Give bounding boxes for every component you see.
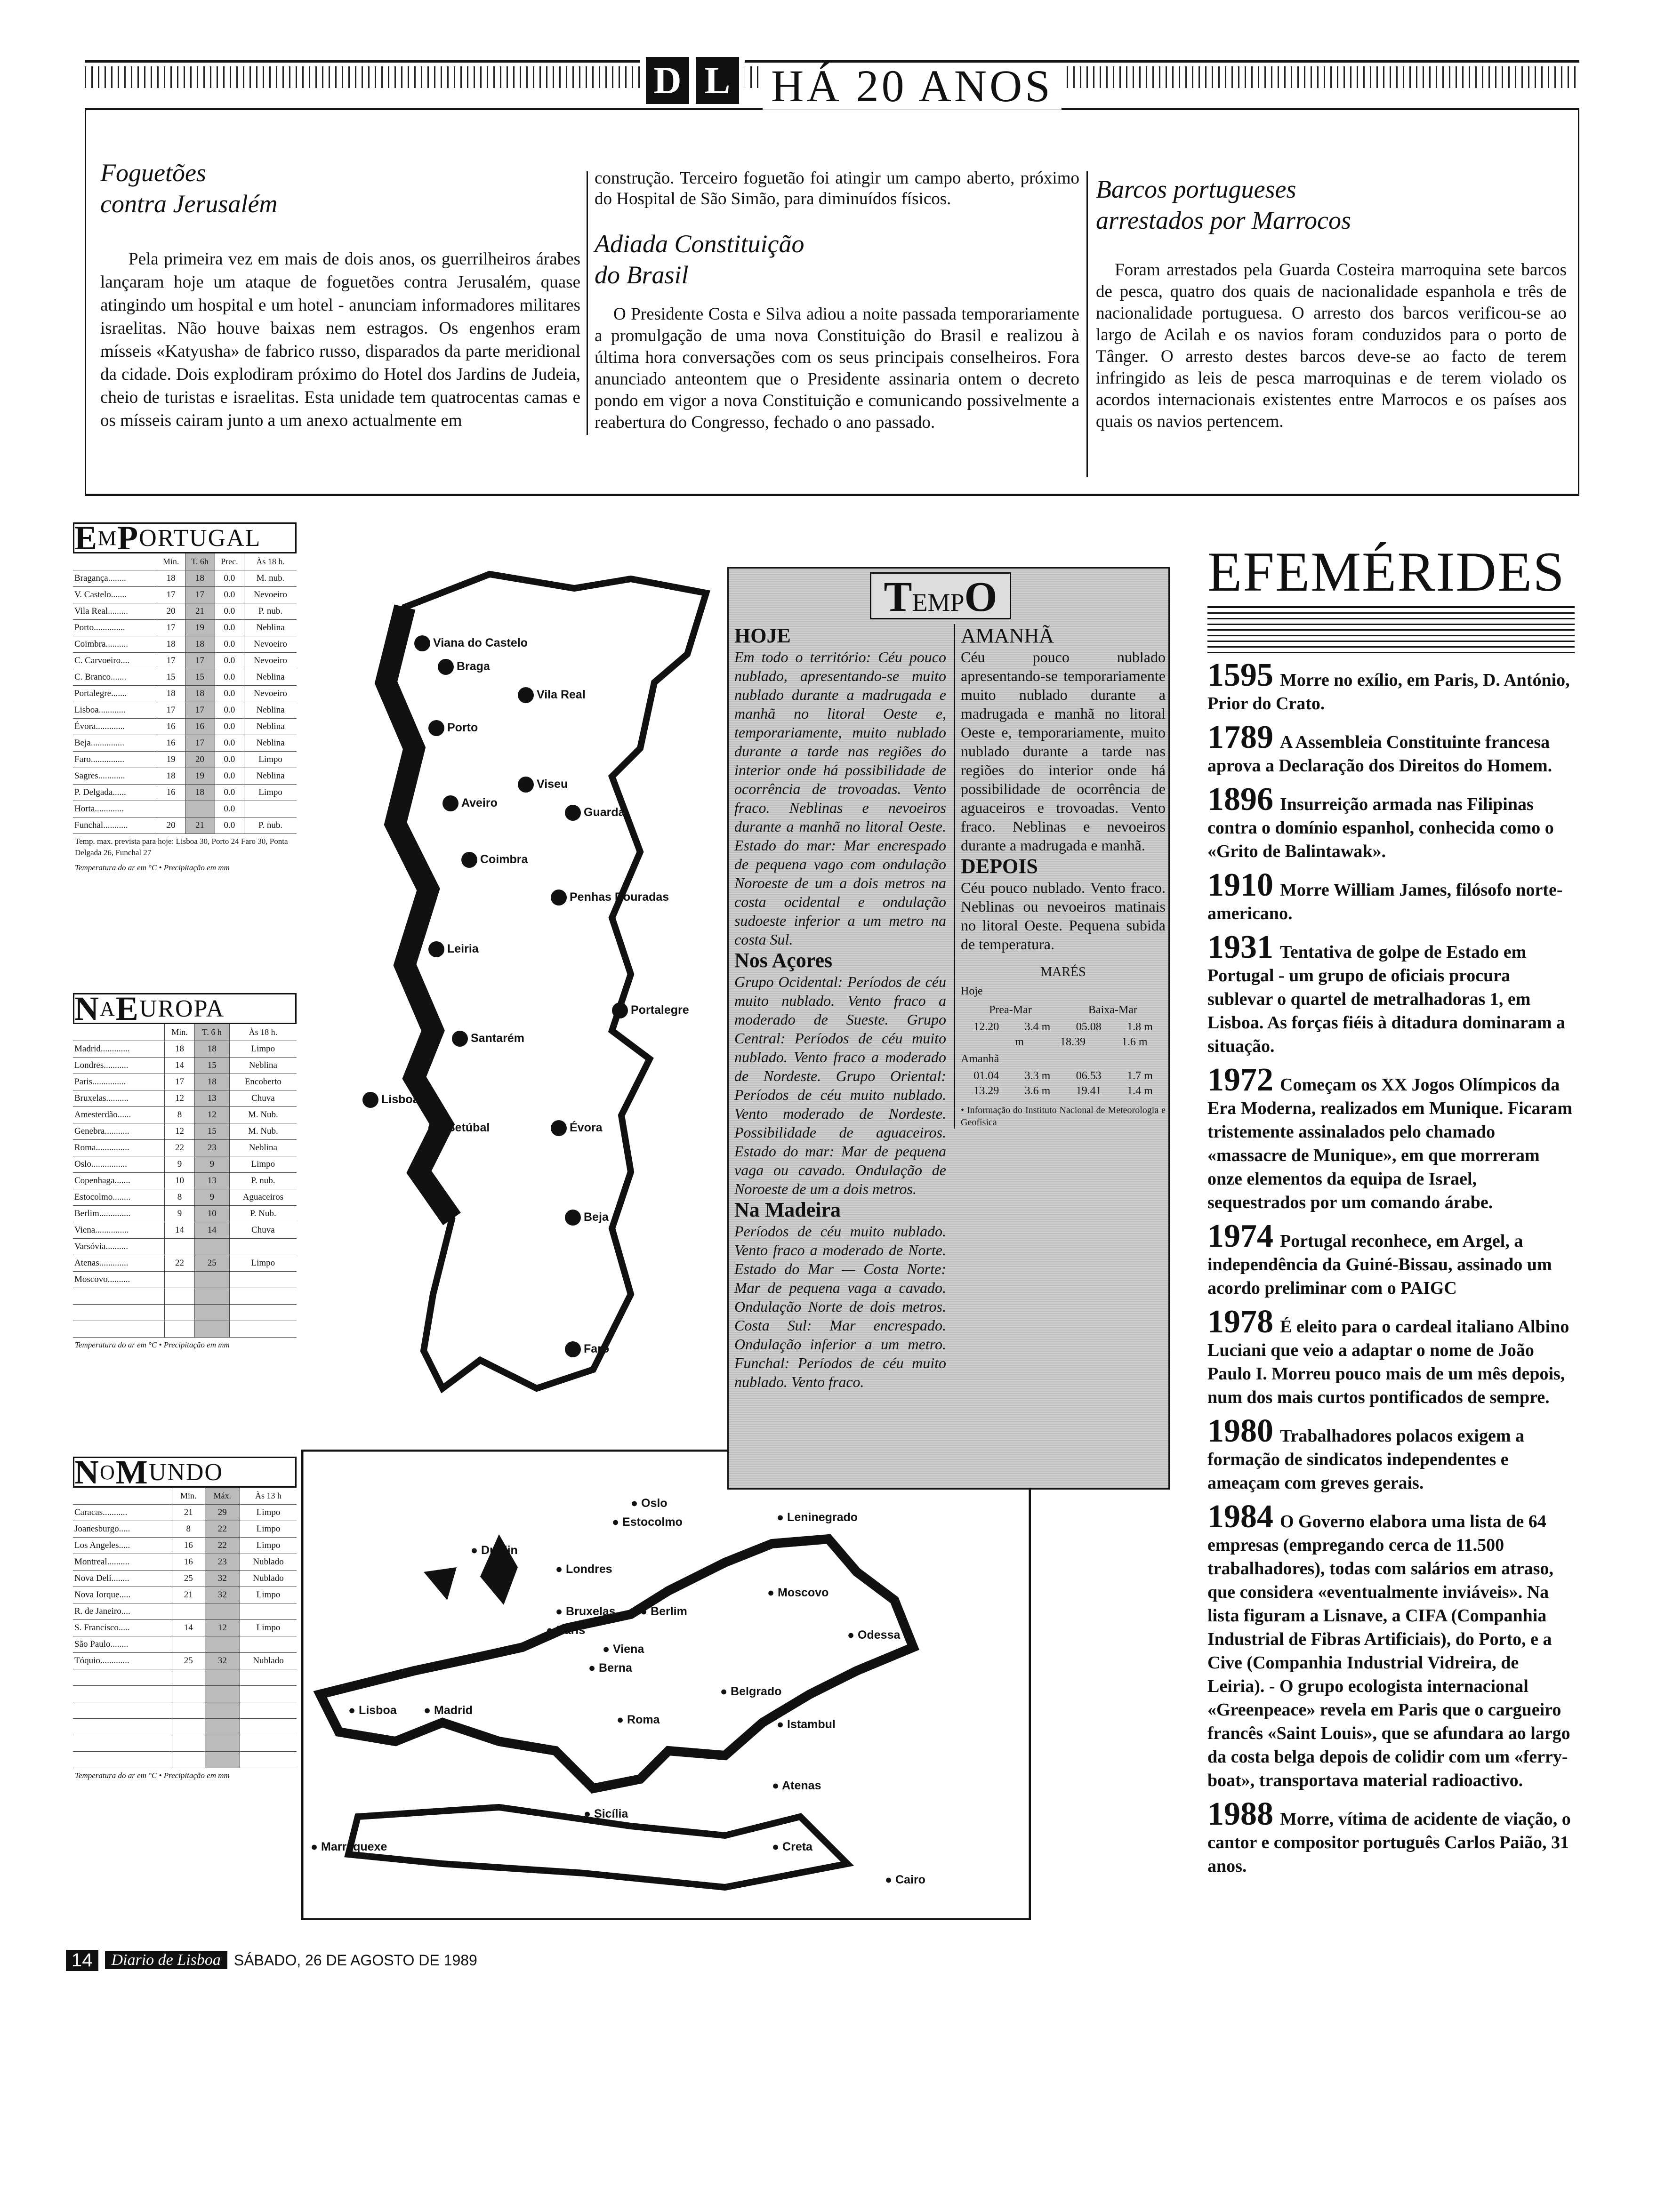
city-label: ● Roma [617, 1713, 660, 1726]
entry-text: Insurreição armada nas Filipinas contra o domínio espanhol, conhecida como o «Grito de Balintawak». [1207, 794, 1554, 861]
table-row [73, 1288, 297, 1304]
table-row: Viena............... 14 14 Chuva [73, 1222, 297, 1238]
efemeride-entry [1207, 1415, 1575, 1495]
article-title: Foguetões contra Jerusalém [100, 159, 278, 218]
table-header-row: Min. Máx. Às 13 h [73, 1488, 297, 1504]
city-label: ● Creta [772, 1840, 812, 1853]
tides-today [961, 1019, 1166, 1050]
city-label: ● Atenas [772, 1779, 821, 1792]
tide-row: 01.04 3.3 m 06.53 1.7 m [973, 1070, 1153, 1082]
table-row: Roma............... 22 23 Neblina [73, 1139, 297, 1156]
city-marker [428, 1120, 444, 1136]
issue-date: SÁBADO, 26 DE AGOSTO DE 1989 [233, 1951, 477, 1969]
entry-year: 1980 [1207, 1413, 1273, 1449]
table-footnote: Temperatura do ar em °C • Precipitação em mm [75, 1771, 230, 1780]
table-row: Paris............... 17 18 Encoberto [73, 1074, 297, 1090]
table-row: Tóquio............. 25 32 Nublado [73, 1652, 297, 1669]
table-row: Oslo................ 9 9 Limpo [73, 1156, 297, 1172]
weather-table [73, 1024, 297, 1338]
table-footnote: Temperatura do ar em °C • Precipitação em mm [75, 1340, 230, 1349]
table-row: C. Carvoeiro.... 17 17 0.0 Nevoeiro [73, 652, 297, 669]
page-number: 14 [66, 1950, 98, 1971]
entry-text: Morre William James, filósofo norte-americano. [1207, 880, 1563, 923]
city-marker [428, 720, 444, 736]
city-label: ● Bruxelas [555, 1605, 616, 1618]
logo-letter-l: L [696, 57, 739, 104]
city-label: Guarda [584, 806, 625, 819]
table-row: Moscovo.......... [73, 1271, 297, 1288]
tide-row: 13.29 3.6 m 19.41 1.4 m [973, 1085, 1153, 1097]
weather-mundo [73, 1453, 297, 1783]
column-divider [1086, 171, 1088, 477]
table-row: Montreal.......... 16 23 Nublado [73, 1554, 297, 1570]
entry-text: Tentativa de golpe de Estado em Portugal - um grupo de oficiais procura sublevar o quartel de metralhadoras 1, em Lisboa. As forças fiéis à ditadura dominaram a situação. [1207, 942, 1566, 1056]
efemerides-column [1207, 541, 1575, 1963]
city-marker [438, 659, 454, 675]
table-title: N O M UNDO [73, 1457, 297, 1488]
city-marker [565, 805, 581, 821]
table-row: Funchal........... 20 21 0.0 P. nub. [73, 817, 297, 834]
city-label: Lisboa [381, 1093, 419, 1106]
table-row [73, 1304, 297, 1321]
table-row: Joanesburgo..... 8 22 Limpo [73, 1521, 297, 1537]
article-body: Pela primeira vez em mais de dois anos, os guerrilheiros árabes lançaram hoje um ataque de foguetões contra Jerusalém, quase atingindo um hospital e um hotel - anunciam informadores militares israelitas. Não houve baixas nem estragos. Os engenhos eram mísseis «Katyusha» de fabrico russo, disparados da parte meridional da cidade. Dois explodiram próximo do Hotel dos Jardins de Judeia, cheio de turistas e israelitas. Esta unidade tem quatrocentas camas e os mísseis cairam junto a um anexo actualmente em [100, 249, 580, 430]
tide-row: 12.20 3.4 m 05.08 1.8 m [973, 1021, 1153, 1033]
city-label: ● Berlim [640, 1605, 687, 1618]
table-row: Atenas............. 22 25 Limpo [73, 1255, 297, 1271]
city-label: ● Cairo [885, 1873, 925, 1886]
city-label: ● Estocolmo [612, 1515, 683, 1529]
city-label: Portalegre [631, 1003, 689, 1017]
paper-name: Diario de Lisboa [105, 1951, 227, 1969]
city-marker [565, 1210, 581, 1226]
city-label: Aveiro [461, 796, 498, 809]
city-marker [551, 890, 567, 906]
table-title: E M P ORTUGAL [73, 522, 297, 553]
table-row [73, 1669, 297, 1685]
table-row: Nova Iorque..... 21 32 Limpo [73, 1587, 297, 1603]
city-label: Beja [584, 1210, 609, 1224]
table-title: N A E UROPA [73, 993, 297, 1024]
entry-text: Começam os XX Jogos Olímpicos da Era Moderna, realizados em Munique. Ficaram tristemente assinalados pelo chamado «massacre de Munique», em que morreram onze elementos da equipa de Israel, sequestrados por um comando árabe. [1207, 1075, 1573, 1212]
city-label: Faro [584, 1342, 610, 1355]
city-marker [518, 687, 534, 703]
table-row: V. Castelo....... 17 17 0.0 Nevoeiro [73, 586, 297, 603]
table-row: Portalegre....... 18 18 0.0 Nevoeiro [73, 685, 297, 702]
table-row [73, 1718, 297, 1735]
city-marker [551, 1120, 567, 1136]
city-label: Viana do Castelo [433, 636, 528, 649]
table-row [73, 1735, 297, 1751]
table-row: Genebra........... 12 15 M. Nub. [73, 1123, 297, 1139]
table-row: Coimbra.......... 18 18 0.0 Nevoeiro [73, 636, 297, 652]
table-row: Horta............. 0.0 [73, 801, 297, 817]
column-divider [587, 171, 588, 435]
efemeride-entry [1207, 1798, 1575, 1878]
weather-table [73, 553, 297, 834]
weather-europa [73, 989, 297, 1353]
city-marker [362, 1092, 378, 1108]
entry-text: Morre no exílio, em Paris, D. António, Prior do Crato. [1207, 670, 1570, 713]
article-constituicao [595, 110, 1079, 433]
city-label: Leiria [447, 942, 479, 955]
article-barcos [1096, 110, 1567, 433]
efemerides-list [1207, 659, 1575, 1878]
entry-year: 1988 [1207, 1796, 1273, 1832]
city-label: ● Londres [555, 1563, 612, 1576]
city-label: ● Dublin [471, 1544, 518, 1557]
table-row: Berlim.............. 9 10 P. Nub. [73, 1205, 297, 1222]
city-label: ● Sicília [584, 1807, 628, 1820]
efemeride-entry [1207, 1306, 1575, 1409]
entry-text: É eleito para o cardeal italiano Albino Luciani que veio a adaptar o nome de João Paulo I. Morreu pouco mais de um mês depois, num dos mais curtos pontificados de sempre. [1207, 1317, 1569, 1407]
efemeride-entry [1207, 1500, 1575, 1792]
city-marker [612, 1002, 628, 1018]
entry-text: Portugal reconhece, em Argel, a independência da Guiné-Bissau, assinado um acordo preliminar com o PAIGC [1207, 1231, 1552, 1298]
article-title: Adiada Constituição do Brasil [595, 230, 804, 289]
city-label: Viseu [537, 777, 568, 791]
table-row [73, 1685, 297, 1702]
table-row: S. Francisco..... 14 12 Limpo [73, 1619, 297, 1636]
article-foguetoes [100, 110, 580, 432]
section-header [85, 60, 1579, 110]
article-body: Foram arrestados pela Guarda Costeira marroquina sete barcos de pesca, quatro dos quais de nacionalidade espanhola e três de nacionalidade portuguesa. O arresto dos barcos verificou-se ao largo de Acilah e os navios foram conduzidos para o porto de Tânger. O arresto destes barcos deve-se ao facto de terem infringido as leis de pesca marroquinas e de terem violado os acordos internacionais existentes entre Marrocos e os países aos quais os navios pertencem. [1096, 260, 1567, 431]
city-marker [518, 777, 534, 793]
table-row: Londres........... 14 15 Neblina [73, 1057, 297, 1074]
table-row: Porto.............. 17 19 0.0 Neblina [73, 619, 297, 636]
efemeride-entry [1207, 869, 1575, 925]
city-label: Braga [457, 660, 490, 673]
europe-map [301, 1450, 1031, 1920]
table-footnote: Temperatura do ar em °C • Precipitação em mm [75, 863, 230, 872]
table-row: Copenhaga....... 10 13 P. nub. [73, 1172, 297, 1189]
city-label: Coimbra [480, 853, 528, 866]
city-marker [414, 635, 430, 651]
city-label: ● Viena [603, 1643, 644, 1656]
efemerides-title: EFEMÉRIDES [1207, 540, 1566, 603]
city-label: ● Istambul [777, 1718, 836, 1731]
tempo-column-left: HOJE Em todo o território: Céu pouco nublado, apresentando-se muito nublado durante a madrugada e manhã no litoral Oeste e, temporariamente, muito nublado durante a tarde nas regiões do interior onde há possibilidade de ocorrência de trovoadas. Vento fraco. Neblinas e nevoeiros durante a manhã no litoral Oeste. Estado do mar: Mar encrespado de pequena vago com ondulação Noroeste de um a dois metros na costa ocidental e ondulação sudoeste inferior a um metro na costa Sul. Nos Açores Grupo Ocidental: Períodos de céu muito nublado. Vento fraco a moderado de Sueste. Grupo Central: Períodos de céu muito nublado. Vento fraco a moderado de Nordeste. Grupo Oriental: Períodos de céu muito nublado. Vento moderado de Nordeste. Possibilidade de aguaceiros. Estado do mar: Mar de pequena vaga ou cavado. Ondulação de Noroeste de um a dois metros. Na Madeira Períodos de céu muito nublado. Vento fraco a moderado de Norte. Estado do Mar — Costa Norte: Mar de pequena vaga a cavado. Ondulação Norte de dois metros. Costa Sul: Mar encrespado. Ondulação inferior a um metro. Funchal: Períodos de céu muito nublado. Vento fraco. [734, 624, 946, 1390]
article-body: O Presidente Costa e Silva adiou a noite passada temporariamente a promulgação de uma nova Constituição do Brasil e realizou à última hora conversações com os seus principais conselheiros. Fora anunciado anteontem que o Presidente assinaria ontem o decreto pondo em vigor a nova Constituição e comunicando possivelmente a reabertura do Congresso, fechado o ano passado. [595, 305, 1079, 432]
table-row: São Paulo........ [73, 1636, 297, 1652]
table-row: C. Branco....... 15 15 0.0 Neblina [73, 669, 297, 685]
city-marker [461, 852, 477, 868]
city-label: Setúbal [447, 1121, 490, 1134]
weather-portugal [73, 519, 297, 875]
section-title: HÁ 20 ANOS [763, 63, 1062, 110]
efemeride-entry [1207, 931, 1575, 1058]
table-row [73, 1321, 297, 1337]
entry-year: 1984 [1207, 1499, 1273, 1535]
city-label: ● Belgrado [720, 1685, 782, 1698]
efemeride-entry [1207, 659, 1575, 715]
city-marker [565, 1341, 581, 1357]
tempo-column-right: AMANHÃ Céu pouco nublado apresentando-se temporariamente muito nublado durante a madrugada e manhã no litoral Oeste e, temporariamente, muito nublado durante a tarde nas regiões do interior onde há possibilidade de ocorrência de aguaceiros e trovoadas. Vento fraco. Neblinas e nevoeiros durante a madrugada e manhã. DEPOIS Céu pouco nublado. Vento fraco. Neblinas ou nevoeiros matinais no litoral Oeste. Pequena subida de temperatura. MARÉS Hoje Prea-Mar Baixa-Mar 12.20 3.4 m 05.08 1.8 m m 18.39 1.6 m Amanhã 01.04 3.3 m 06.53 1.7 m 13.29 3.6 m 19.41 1.4 m • Informação do Instituto Nacional de Meteorologia e Geofísica [954, 624, 1166, 1129]
efemeride-entry [1207, 721, 1575, 777]
table-row: Nova Deli........ 25 32 Nublado [73, 1570, 297, 1587]
article-continuation: construção. Terceiro foguetão foi atingir um campo aberto, próximo do Hospital de São Simão, para diminuídos físicos. [595, 168, 1079, 208]
city-label: ● Berna [588, 1661, 632, 1675]
city-label: ● Madrid [424, 1704, 473, 1717]
table-header-row: Min. T. 6 h Às 18 h. [73, 1024, 297, 1041]
table-row: Caracas........... 21 29 Limpo [73, 1504, 297, 1521]
table-row: Bragança........ 18 18 0.0 M. nub. [73, 570, 297, 586]
table-row: R. de Janeiro.... [73, 1603, 297, 1619]
article-title: Barcos portugueses arrestados por Marrocos [1096, 175, 1351, 234]
city-label: ● Moscovo [767, 1586, 829, 1599]
page-footer [66, 1944, 668, 1977]
entry-year: 1931 [1207, 929, 1273, 965]
tide-row: m 18.39 1.6 m [1015, 1036, 1148, 1048]
entry-text: Trabalhadores polacos exigem a formação de sindicatos independentes e ameaçam com greves gerais. [1207, 1426, 1524, 1493]
entry-text: Morre, vítima de acidente de viação, o cantor e compositor português Carlos Paião, 31 anos. [1207, 1809, 1571, 1876]
top-articles-box [85, 110, 1579, 496]
city-label: ● Lisboa [348, 1704, 397, 1717]
entry-year: 1974 [1207, 1218, 1273, 1254]
entry-year: 1972 [1207, 1062, 1273, 1098]
city-marker [452, 1031, 468, 1047]
entry-year: 1595 [1207, 657, 1273, 693]
table-row: Vila Real......... 20 21 0.0 P. nub. [73, 603, 297, 619]
table-row: Bruxelas.......... 12 13 Chuva [73, 1090, 297, 1106]
weather-table [73, 1488, 297, 1768]
city-label: ● Leninegrado [777, 1511, 858, 1524]
entry-year: 1789 [1207, 719, 1273, 755]
entry-text: A Assembleia Constituinte francesa aprova a Declaração dos Direitos do Homem. [1207, 732, 1552, 776]
table-row [73, 1751, 297, 1768]
city-label: Santarém [471, 1032, 524, 1045]
tides-columns: Prea-Mar Baixa-Mar [989, 1004, 1137, 1016]
logo-letter-d: D [646, 57, 689, 104]
table-row: Amesterdão...... 8 12 M. Nub. [73, 1106, 297, 1123]
entry-text: O Governo elabora uma lista de 64 empresas (empregando cerca de 11.500 trabalhadores), todas com salários em atraso, que considera «eventualmente inviáveis». Na lista figuram a Lisnave, a CIFA (Companhia Industrial de Fibras Artificiais), do Porto, e a Cive (Companhia Industrial Vidreira, de Leiria). - O grupo ecologista internacional «Greenpeace» revela em Paris que o cargueiro francês «Saint Louis», que se afundara ao largo da costa belga depois de colidir com um «ferry-boat», transportava material radioactivo. [1207, 1512, 1570, 1790]
table-row: Madrid............. 18 18 Limpo [73, 1041, 297, 1057]
city-label: Porto [447, 721, 478, 734]
table-row: P. Delgada...... 16 18 0.0 Limpo [73, 784, 297, 801]
city-label: ● Marraquexe [311, 1840, 387, 1853]
city-label: ● Paris [546, 1624, 586, 1637]
city-label: ● Oslo [631, 1497, 668, 1510]
tempo-title: TEMPO [870, 572, 1011, 619]
city-marker [442, 795, 458, 811]
tempo-source: • Informação do Instituto Nacional de Meteorologia e Geofísica [961, 1105, 1166, 1128]
efemeride-entry [1207, 1064, 1575, 1214]
table-row: Lisboa............ 17 17 0.0 Neblina [73, 702, 297, 718]
entry-year: 1910 [1207, 867, 1273, 903]
table-row: Sagres............ 18 19 0.0 Neblina [73, 768, 297, 784]
table-header-row: Min. T. 6h Prec. Às 18 h. [73, 553, 297, 570]
city-marker [428, 941, 444, 957]
table-row: Évora............. 16 16 0.0 Neblina [73, 718, 297, 735]
city-label: Évora [570, 1121, 603, 1134]
table-note: Temp. max. prevista para hoje: Lisboa 30, Porto 24 Faro 30, Ponta Delgada 26, Funchal 27 [75, 836, 288, 857]
table-row: Beja............... 16 17 0.0 Neblina [73, 735, 297, 751]
newspaper-logo [640, 57, 745, 104]
weather-forecast-box [727, 567, 1170, 1490]
city-label: Vila Real [537, 688, 586, 701]
table-row: Faro............... 19 20 0.0 Limpo [73, 751, 297, 768]
efemeride-entry [1207, 1220, 1575, 1300]
title-rules [1207, 606, 1575, 653]
entry-year: 1896 [1207, 781, 1273, 817]
city-label: ● Odessa [847, 1628, 901, 1642]
efemeride-entry [1207, 783, 1575, 863]
table-row: Varsóvia.......... [73, 1238, 297, 1255]
table-row: Estocolmo........ 8 9 Aguaceiros [73, 1189, 297, 1205]
entry-year: 1978 [1207, 1304, 1273, 1340]
table-row [73, 1702, 297, 1718]
tides-tomorrow [961, 1068, 1166, 1098]
table-row: Los Angeles..... 16 22 Limpo [73, 1537, 297, 1554]
city-label: Penhas Douradas [570, 890, 669, 904]
